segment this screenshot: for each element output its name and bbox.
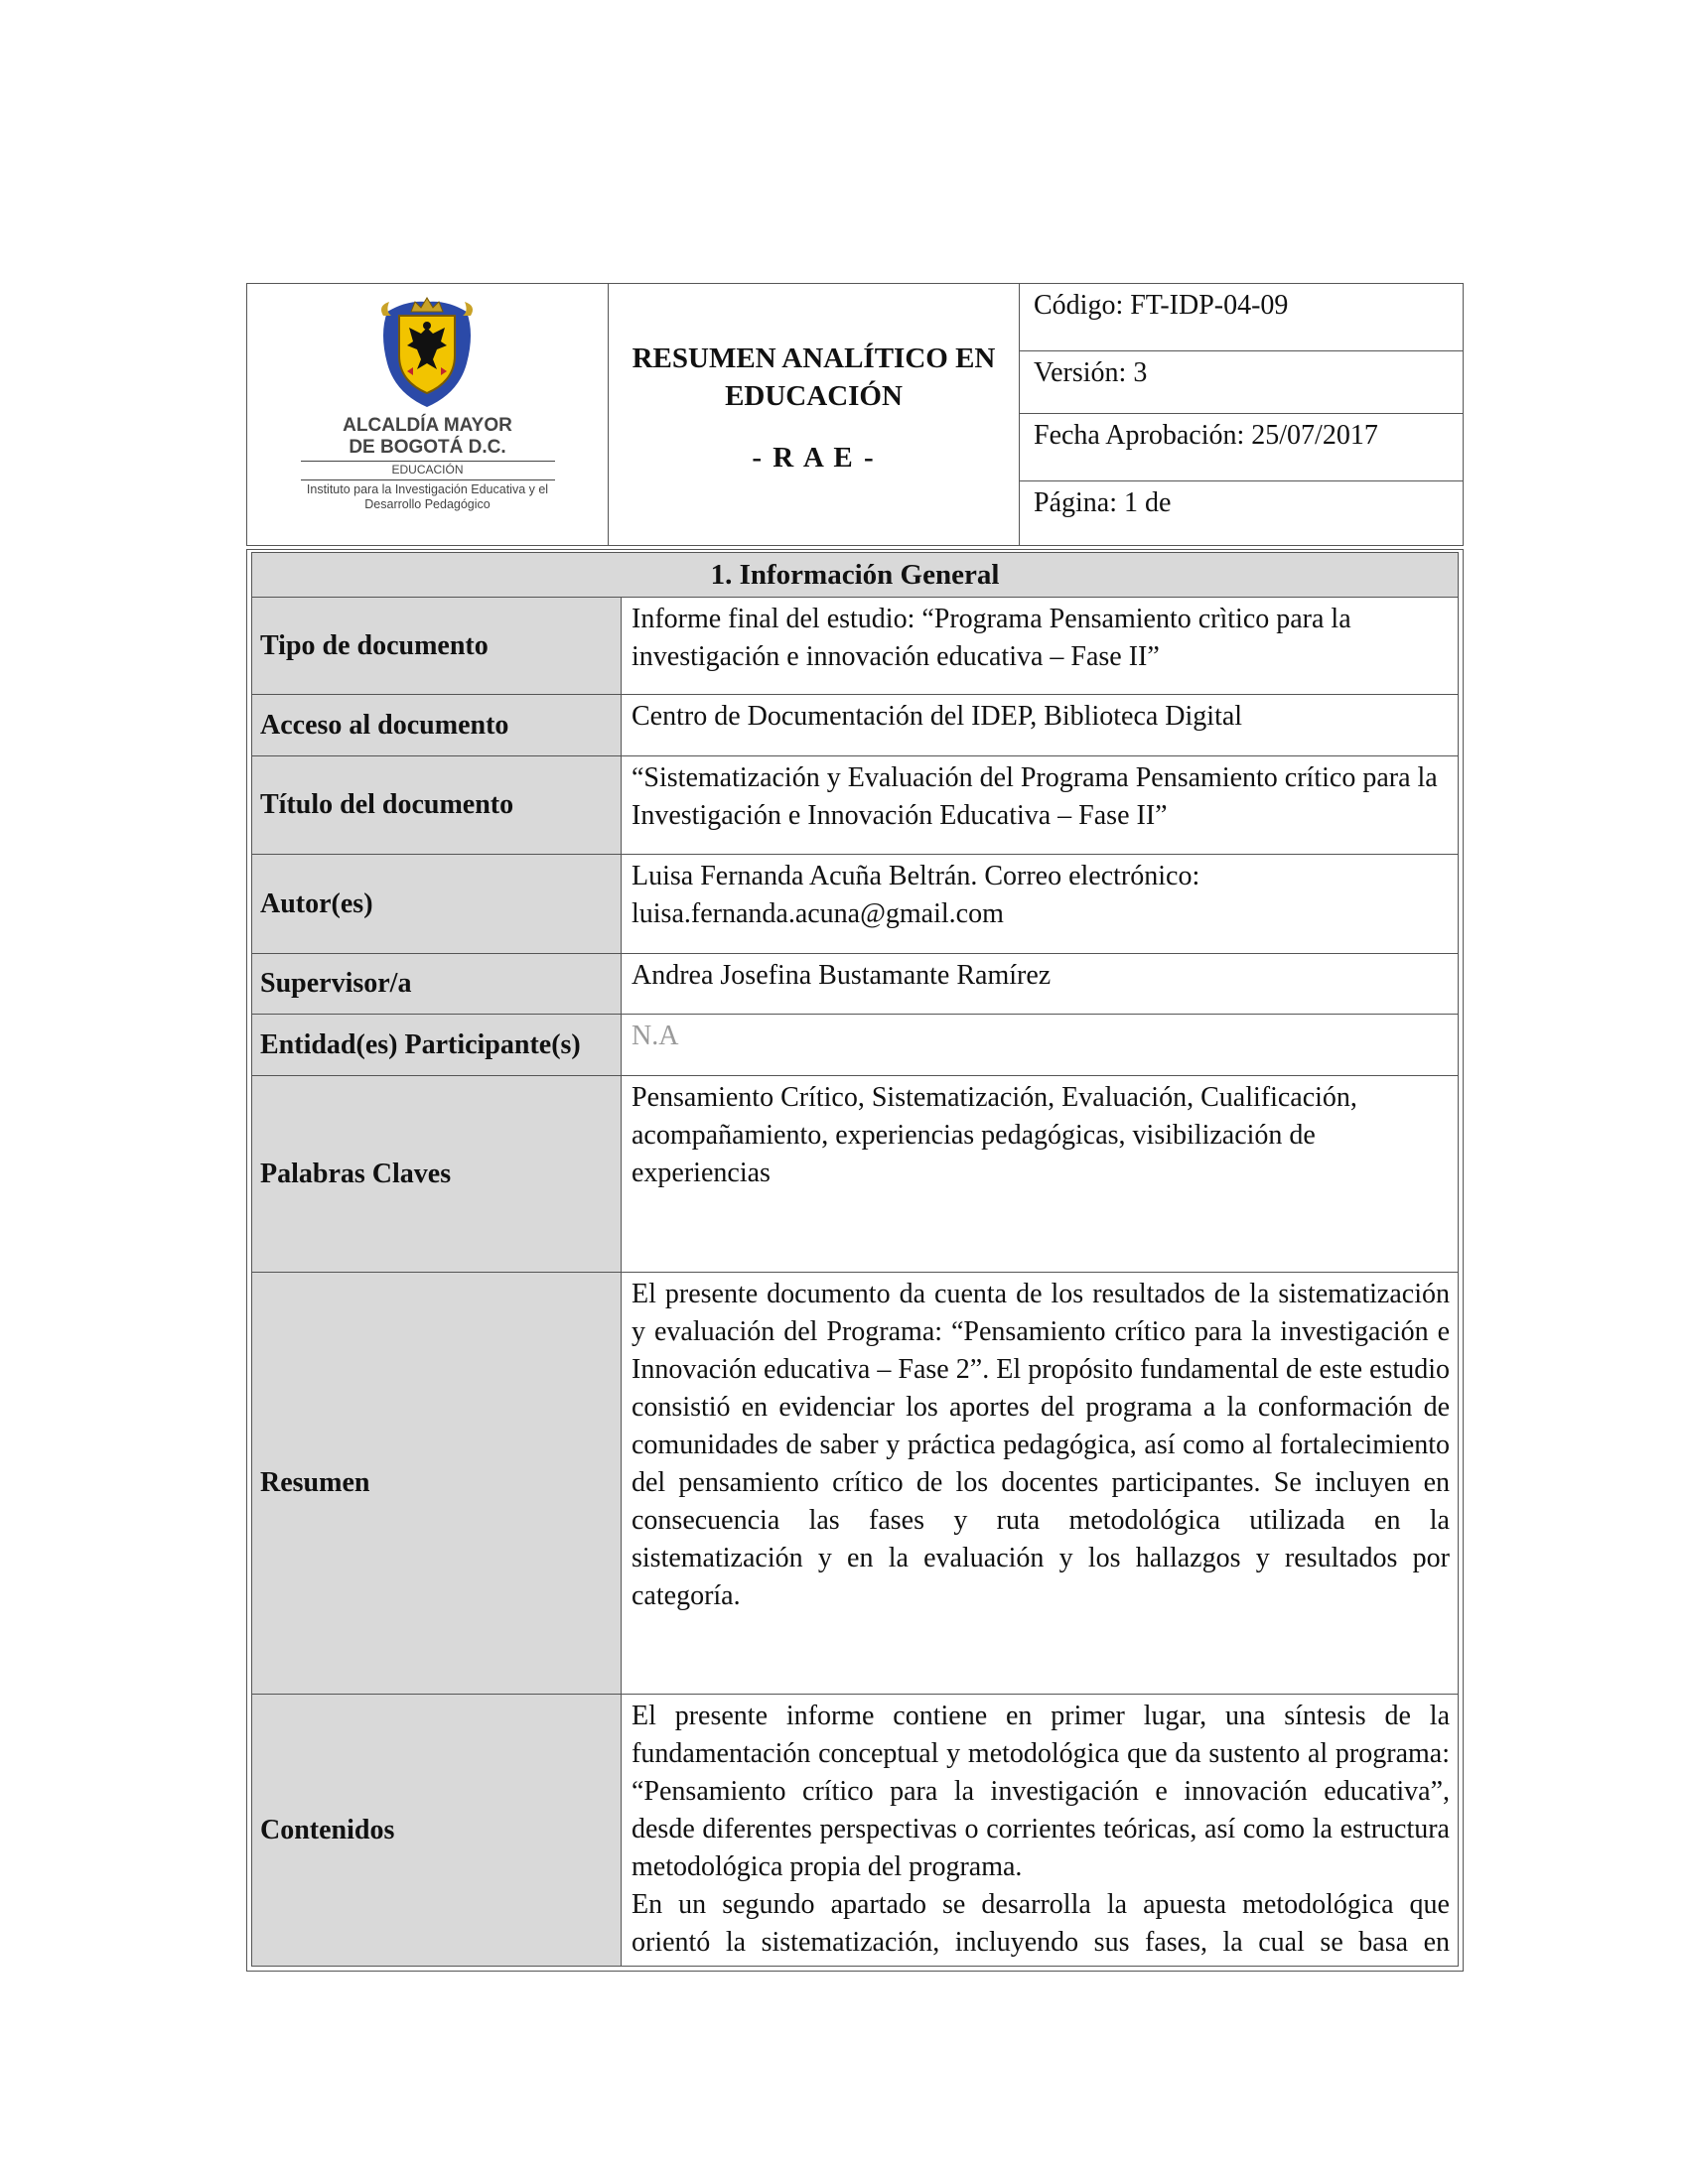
logo-divider-2 xyxy=(301,479,555,480)
table-row xyxy=(252,954,1458,1015)
bogota-crest-icon xyxy=(377,294,477,411)
document-title-line2: EDUCACIÓN xyxy=(725,380,903,412)
row-label: Tipo de documento xyxy=(252,598,622,694)
meta-pagina xyxy=(1020,481,1463,547)
info-table xyxy=(246,549,1464,1972)
row-value: “Sistematización y Evaluación del Programa Pensamiento crítico para la Investigación e Innovación Educativa – Fase II” xyxy=(632,762,1438,831)
row-label: Autor(es) xyxy=(252,855,622,953)
meta-version-text: Versión: 3 xyxy=(1034,357,1148,388)
logo-divider xyxy=(301,461,555,462)
row-value-text: El presente informe contiene en primer lugar, una síntesis de la fundamentación conceptual y metodológica que da sustento al programa: “Pensamiento crítico para la investigación e innovación educativa”, desde diferentes perspectivas o corrientes teóricas, así como la estructura metodológica propia del programa. xyxy=(632,1701,1450,1882)
table-row xyxy=(252,855,1458,954)
row-value xyxy=(622,1273,1458,1694)
meta-codigo-text: Código: FT-IDP-04-09 xyxy=(1034,290,1289,321)
table-row xyxy=(252,1695,1458,1966)
table-row xyxy=(252,756,1458,855)
table-row xyxy=(252,1273,1458,1695)
document-title-cell xyxy=(609,284,1020,545)
meta-pagina-text: Página: 1 de xyxy=(1034,487,1172,518)
section-title: 1. Información General xyxy=(252,553,1458,598)
logo-cell xyxy=(247,284,609,545)
row-label: Palabras Claves xyxy=(252,1076,622,1272)
row-value: Centro de Documentación del IDEP, Biblioteca Digital xyxy=(632,701,1243,732)
logo-text-line4: Instituto para la Investigación Educativa y el Desarrollo Pedagógico xyxy=(306,482,549,511)
document-header xyxy=(246,283,1464,546)
meta-version xyxy=(1020,351,1463,414)
document-subtitle: - R A E - xyxy=(752,442,876,474)
table-row xyxy=(252,695,1458,756)
table-row xyxy=(252,1015,1458,1076)
table-row xyxy=(252,1076,1458,1273)
row-value-text: El presente documento da cuenta de los resultados de la sistematización y evaluación del Programa: “Pensamiento crítico para la investigación e Innovación educativa – Fase 2”. El propósito fundamental de este estudio consistió en evidenciar los aportes del programa a la conformación de comunidades de saber y práctica pedagógica, así como al fortalecimiento del pensamiento crítico de los docentes participantes. Se incluyen en consecuencia las fases y ruta metodológica utilizada en la sistematización y en la evaluación y los hallazgos y resultados por categoría. xyxy=(632,1279,1450,1611)
row-value: Informe final del estudio: “Programa Pensamiento crìtico para la investigación e innovación educativa – Fase II” xyxy=(632,604,1351,672)
table-row xyxy=(252,598,1458,695)
row-value: Luisa Fernanda Acuña Beltrán. Correo electrónico: luisa.fernanda.acuna@gmail.com xyxy=(632,861,1200,929)
meta-fecha xyxy=(1020,414,1463,481)
document-title-line1: RESUMEN ANALÍTICO EN xyxy=(632,342,996,374)
logo-text-line1: ALCALDÍA MAYOR xyxy=(343,415,512,436)
row-label: Acceso al documento xyxy=(252,695,622,755)
row-value-text-2: En un segundo apartado se desarrolla la apuesta metodológica que orientó la sistematización, incluyendo sus fases, la cual se basa en xyxy=(632,1889,1450,1958)
row-value xyxy=(622,1695,1458,1966)
row-label: Título del documento xyxy=(252,756,622,854)
document-meta xyxy=(1020,284,1463,545)
row-value: Pensamiento Crítico, Sistematización, Evaluación, Cualificación, acompañamiento, experiencias pedagógicas, visibilización de experiencias xyxy=(632,1082,1357,1188)
row-label: Entidad(es) Participante(s) xyxy=(252,1015,622,1075)
meta-codigo xyxy=(1020,284,1463,351)
document-title xyxy=(609,340,1019,415)
logo-text-line3: EDUCACIÓN xyxy=(391,463,464,477)
logo-text-line2: DE BOGOTÁ D.C. xyxy=(349,437,506,458)
meta-fecha-text: Fecha Aprobación: 25/07/2017 xyxy=(1034,420,1378,451)
row-label: Supervisor/a xyxy=(252,954,622,1014)
row-label: Contenidos xyxy=(252,1695,622,1966)
info-table-inner xyxy=(251,552,1459,1967)
row-value: N.A xyxy=(632,1021,679,1051)
row-value: Andrea Josefina Bustamante Ramírez xyxy=(632,960,1052,991)
row-label: Resumen xyxy=(252,1273,622,1694)
